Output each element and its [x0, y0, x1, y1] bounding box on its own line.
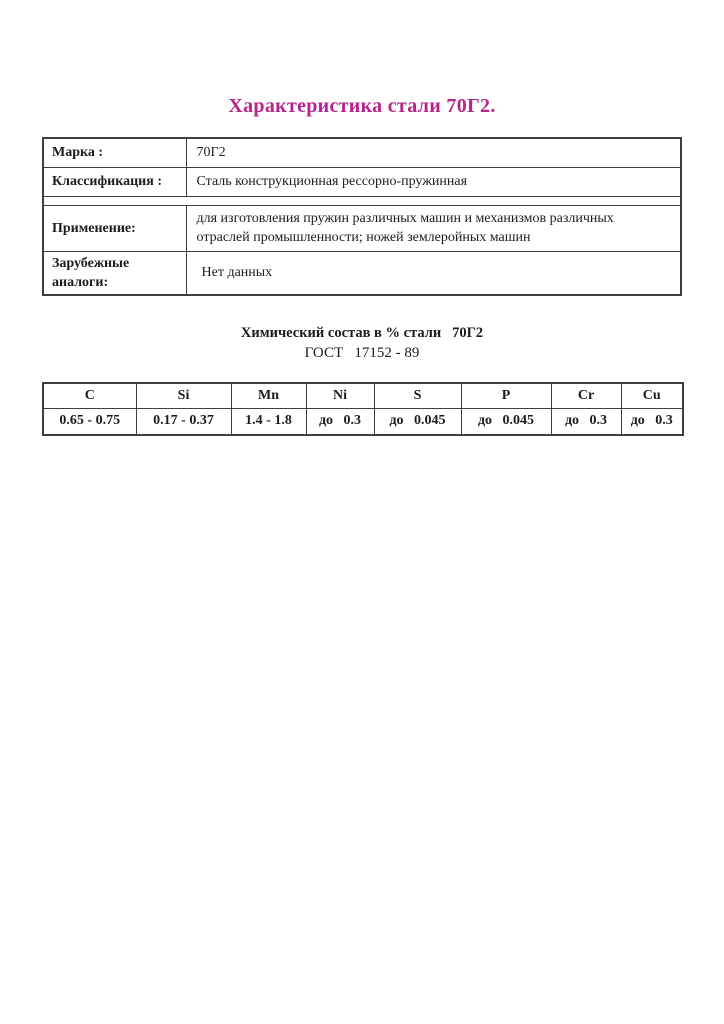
element-value-p: до 0.045: [461, 408, 551, 435]
element-header-si: Si: [136, 383, 231, 408]
element-value-c: 0.65 - 0.75: [43, 408, 136, 435]
element-header-mn: Mn: [231, 383, 306, 408]
composition-values-row: [43, 408, 683, 435]
mark-value: 70Г2: [186, 138, 681, 167]
foreign-analogs-value: Нет данных: [186, 251, 681, 295]
element-header-c: C: [43, 383, 136, 408]
composition-header-row: [43, 383, 683, 408]
spacer-cell: [43, 196, 681, 205]
element-value-cu: до 0.3: [621, 408, 683, 435]
table-row-foreign-analogs: [43, 251, 681, 295]
classification-value: Сталь конструкционная рессорно-пружинная: [186, 167, 681, 196]
table-row-mark: [43, 138, 681, 167]
steel-info-table: [42, 137, 682, 296]
element-header-s: S: [374, 383, 461, 408]
element-value-s: до 0.045: [374, 408, 461, 435]
application-value: для изготовления пружин различных машин и механизмов различных отраслей промышленности; ножей землеройных машин: [186, 205, 681, 251]
foreign-analogs-label: Зарубежные аналоги:: [43, 251, 186, 295]
element-value-si: 0.17 - 0.37: [136, 408, 231, 435]
element-header-p: P: [461, 383, 551, 408]
classification-label: Классификация :: [43, 167, 186, 196]
spacer-row: [43, 196, 681, 205]
page-title: Характеристика стали 70Г2.: [228, 95, 496, 117]
table-row-application: [43, 205, 681, 251]
element-header-cr: Cr: [551, 383, 621, 408]
element-value-mn: 1.4 - 1.8: [231, 408, 306, 435]
table-row-classification: [43, 167, 681, 196]
element-value-ni: до 0.3: [306, 408, 374, 435]
element-header-ni: Ni: [306, 383, 374, 408]
element-header-cu: Cu: [621, 383, 683, 408]
mark-label: Марка :: [43, 138, 186, 167]
application-label: Применение:: [43, 205, 186, 251]
element-value-cr: до 0.3: [551, 408, 621, 435]
composition-gost: ГОСТ 17152 - 89: [304, 345, 420, 361]
chemical-composition-table: [42, 382, 684, 436]
composition-heading: Химический состав в % стали 70Г2: [240, 325, 484, 341]
